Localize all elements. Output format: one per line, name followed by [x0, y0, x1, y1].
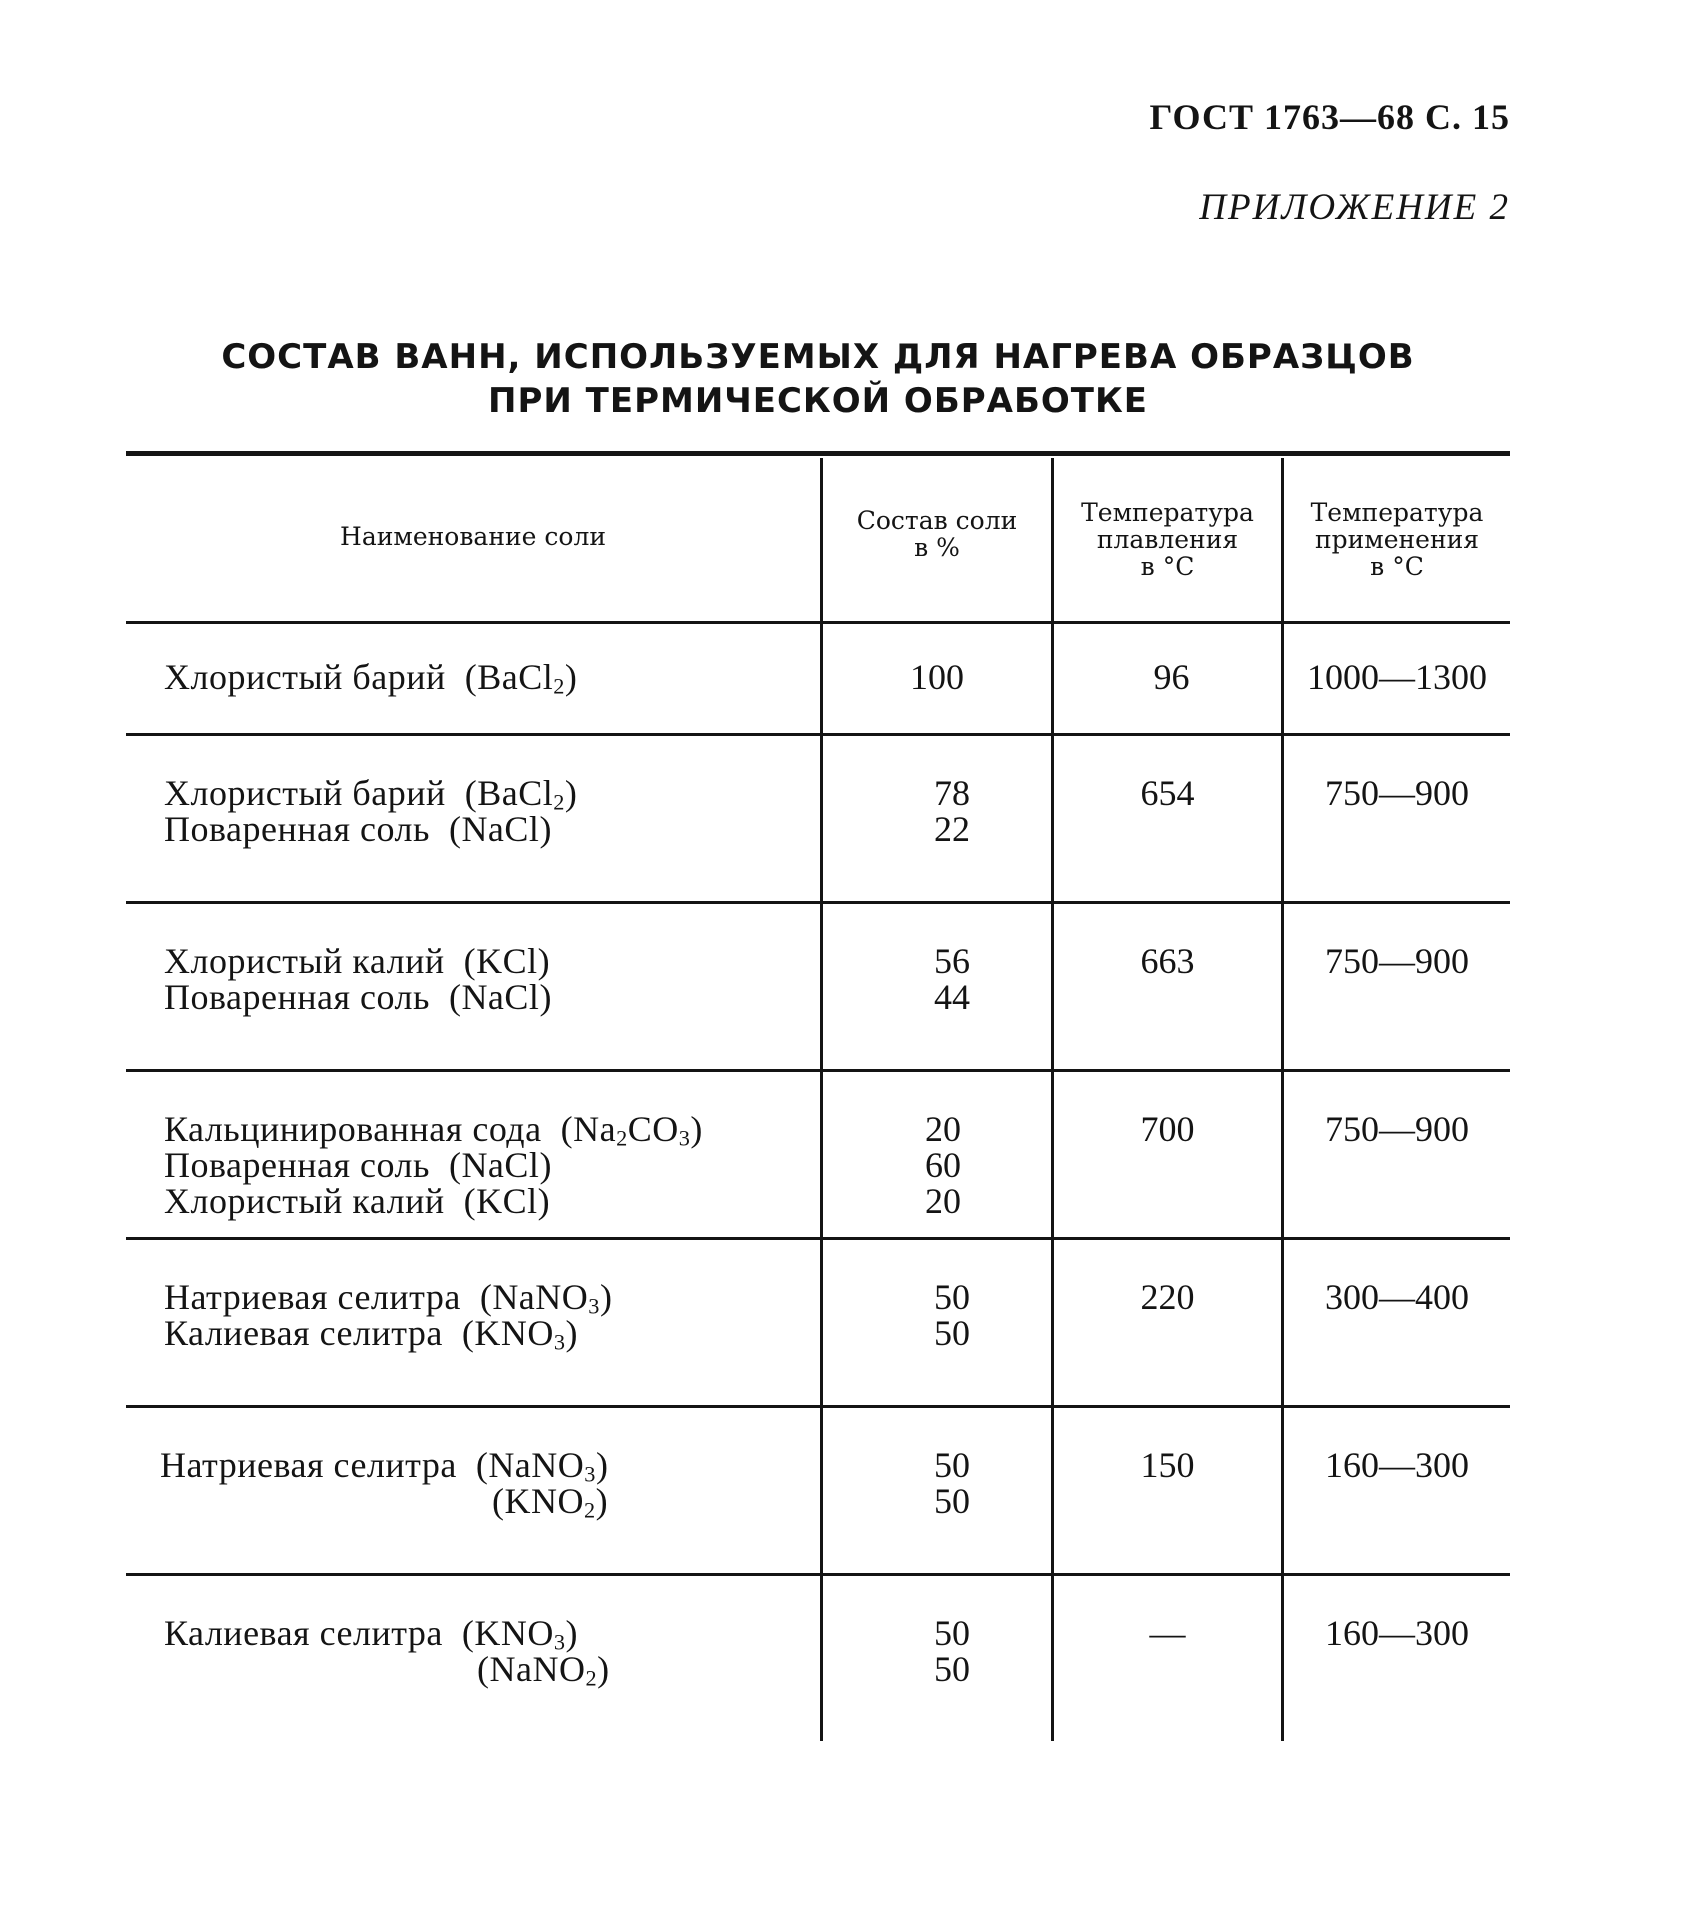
composition-cell: 78 22: [934, 773, 970, 849]
table-top-rule: [126, 451, 1510, 456]
row-divider: [126, 1237, 1510, 1240]
salt-component: Натриевая селитра (NaNO$_3$): [164, 1277, 613, 1319]
salt-component: (NaNO$_2$): [477, 1649, 610, 1691]
salt-names-cell: [164, 1613, 610, 1691]
salt-component: Хлористый калий (KCl): [164, 1181, 551, 1221]
melting-temp-cell: 220: [1140, 1277, 1195, 1317]
salt-names-cell: [164, 943, 552, 1015]
melting-temp-cell: 663: [1140, 941, 1195, 981]
column-separator: [1051, 458, 1054, 1741]
row-divider: [126, 1069, 1510, 1072]
composition-cell: 50 50: [934, 1445, 970, 1521]
salt-names-cell: [164, 1111, 703, 1219]
row-divider: [126, 901, 1510, 904]
melting-temp-cell: 96: [1153, 657, 1190, 697]
salt-names-cell: [164, 657, 578, 699]
salt-component: $(KNO_2)$: [492, 1481, 609, 1523]
column-separator: [820, 458, 823, 1741]
composition-cell: 50 50: [934, 1277, 970, 1353]
row-divider: [126, 1573, 1510, 1576]
salt-names-cell: [164, 1277, 613, 1355]
header-application-temperature: Температура применения в °С: [1310, 498, 1484, 581]
application-temp-cell: 750—900: [1325, 941, 1469, 981]
salt-component: Хлористый барий (BaCl$_2$): [164, 773, 578, 815]
salt-component: Калиевая селитра $(KNO_3)$: [164, 1313, 579, 1355]
table-title-line-2: ПРИ ТЕРМИЧЕСКОЙ ОБРАБОТКЕ: [487, 381, 1148, 421]
application-temp-cell: 1000—1300: [1307, 657, 1487, 697]
header-composition: Состав соли в %: [856, 506, 1018, 562]
application-temp-cell: 160—300: [1325, 1445, 1469, 1485]
melting-temp-cell: 150: [1140, 1445, 1195, 1485]
salt-component: Поваренная соль (NaCl): [164, 1145, 552, 1185]
column-separator: [1281, 458, 1284, 1741]
salt-component: Хлористый калий (KCl): [164, 941, 551, 981]
application-temp-cell: 750—900: [1325, 773, 1469, 813]
salt-component: Поваренная соль (NaCl): [164, 809, 552, 849]
salt-names-cell: [164, 775, 577, 847]
application-temp-cell: 160—300: [1325, 1613, 1469, 1653]
header-salt-name: Наименование соли: [340, 522, 606, 551]
melting-temp-cell: —: [1149, 1613, 1186, 1653]
row-divider: [126, 733, 1510, 736]
salt-names-cell: [160, 1445, 609, 1523]
header-melting-temperature: Температура плавления в °С: [1081, 498, 1254, 581]
application-temp-cell: 750—900: [1325, 1109, 1469, 1149]
salt-component: Хлористый барий (BaCl$_2$): [164, 657, 578, 699]
salt-component: Калиевая селитра $(KNO_3)$: [164, 1613, 579, 1655]
standard-reference: ГОСТ 1763—68 С. 15: [1149, 97, 1510, 137]
salt-component: Натриевая селитра (NaNO$_3$): [160, 1445, 609, 1487]
table-title-line-1: СОСТАВ ВАНН, ИСПОЛЬЗУЕМЫХ ДЛЯ НАГРЕВА ОБРАЗЦОВ: [221, 337, 1415, 377]
appendix-label: ПРИЛОЖЕНИЕ 2: [1199, 187, 1510, 228]
row-divider: [126, 1405, 1510, 1408]
composition-cell: 56 44: [934, 941, 970, 1017]
composition-cell: 20 60 20: [925, 1109, 961, 1221]
composition-cell: 100: [910, 657, 964, 697]
melting-temp-cell: 654: [1140, 773, 1195, 813]
salt-component: Кальцинированная сода $(Na_2CO_3)$: [164, 1109, 703, 1151]
composition-cell: 50 50: [934, 1613, 970, 1689]
melting-temp-cell: 700: [1140, 1109, 1195, 1149]
application-temp-cell: 300—400: [1325, 1277, 1469, 1317]
header-bottom-rule: [126, 621, 1510, 624]
salt-component: Поваренная соль (NaCl): [164, 977, 552, 1017]
